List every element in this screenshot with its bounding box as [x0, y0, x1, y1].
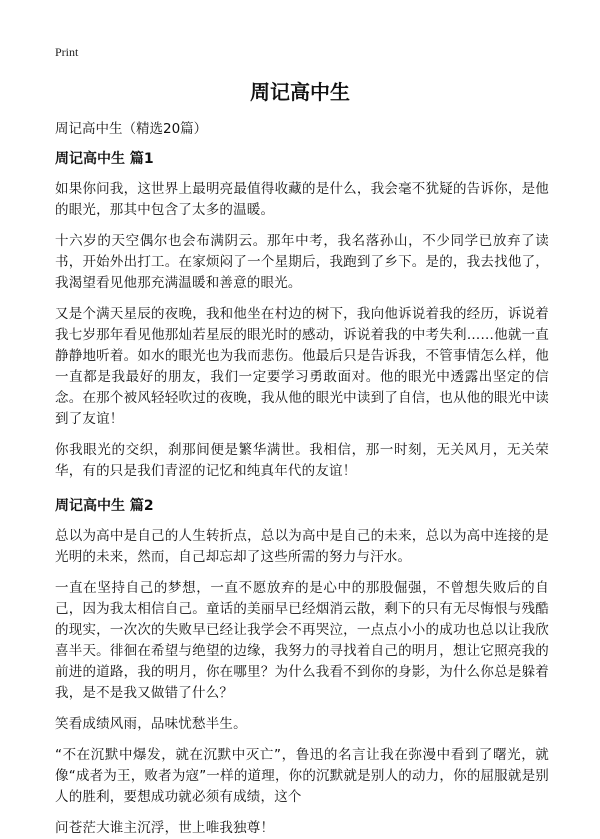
- page-title: 周记高中生: [250, 80, 350, 104]
- print-link[interactable]: Print: [55, 45, 79, 59]
- article-body: [55, 119, 549, 839]
- section-1-heading: 周记高中生 篇1: [55, 151, 154, 167]
- paragraph: 问苍茫大谁主沉浮，世上唯我独尊！: [55, 820, 275, 836]
- paragraph: 如果你问我，这世界上最明亮最值得收藏的是什么，我会毫不犹疑的告诉你，是他的眼光，那其中包含了太多的温暖。: [55, 181, 549, 218]
- paragraph: 十六岁的天空偶尔也会布满阴云。那年中考，我名落孙山，不少同学已放弃了读书，开始外出打工。在家烦闷了一个星期后，我跑到了乡下。是的，我去找他了，我渴望看见他那充满温暖和善意的眼光。: [55, 233, 549, 291]
- paragraph: 总以为高中是自己的人生转折点，总以为高中是自己的未来，总以为高中连接的是光明的未来，然而，自己却忘却了这些所需的努力与汗水。: [55, 528, 549, 565]
- paragraph: 笑看成绩风雨，品味忧愁半生。: [55, 716, 247, 732]
- paragraph: 一直在坚持自己的梦想，一直不愿放弃的是心中的那股倔强，不曾想失败后的自己，因为我太相信自己。童话的美丽早已经烟消云散，剩下的只有无尽悔恨与残酷的现实，一次次的失败早已经让我学会不再哭泣，一点点小小的成功也总以让我欣喜半天。徘徊在希望与绝望的边缘，我努力的寻找着自己的明月，想让它照亮我的前进的道路，我的明月，你在哪里？为什么我看不到你的身影，为什么你总是躲着我，是不是我又做错了什么？: [55, 580, 549, 701]
- paragraph: 又是个满天星辰的夜晚，我和他坐在村边的树下，我向他诉说着我的经历，诉说着我七岁那年看见他那灿若星辰的眼光时的感动，诉说着我的中考失利……他就一直静静地听着。如水的眼光也为我而悲伤。他最后只是告诉我，不管事情怎么样，他一直都是我最好的朋友，我们一定要学习勇敢面对。他的眼光中透露出坚定的信念。在那个被风轻轻吹过的夜晚，我从他的眼光中读到了自信，也从他的眼光中读到了友谊！: [55, 306, 549, 427]
- section-2-heading: 周记高中生 篇2: [55, 498, 154, 514]
- paragraph: 你我眼光的交织，刹那间便是繁华满世。我相信，那一时刻，无关风月，无关荣华，有的只是我们青涩的记忆和纯真年代的友谊！: [55, 442, 549, 479]
- collection-subtitle: 周记高中生（精选20篇）: [55, 121, 208, 137]
- paragraph: “不在沉默中爆发，就在沉默中灭亡”，鲁迅的名言让我在弥漫中看到了曙光，就像“成者为王，败者为寇”一样的道理，你的沉默就是别人的动力，你的屈服就是别人的胜利，要想成功就必须有成绩，这个: [55, 747, 549, 805]
